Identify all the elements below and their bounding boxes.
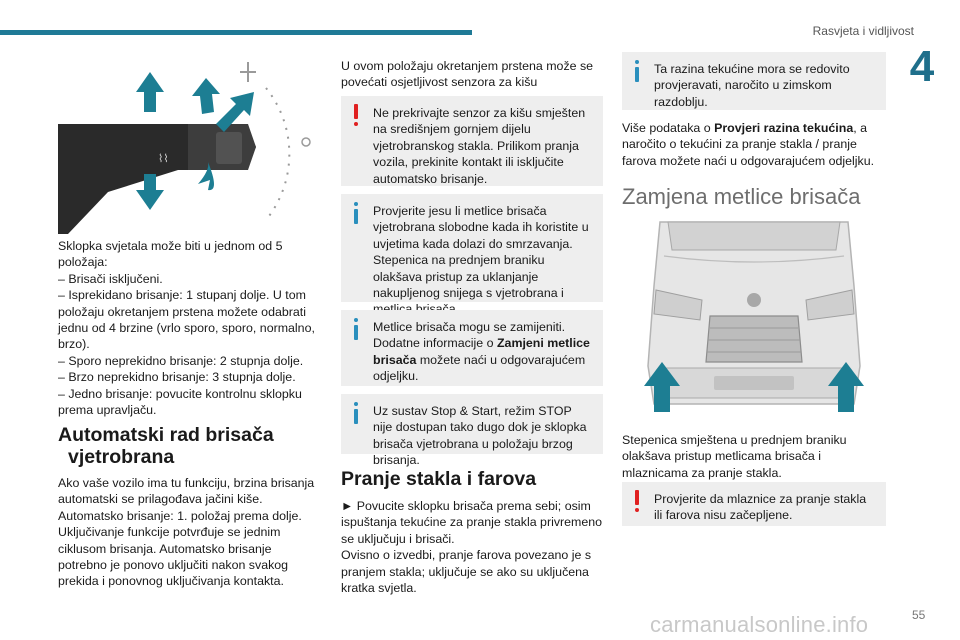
info-box-fluid-level (622, 52, 886, 110)
warning-icon (353, 104, 359, 126)
info-text: Uz sustav Stop & Start, režim STOP nije dostupan tako dugo dok je sklopka brisača vjetrobrana u položaju brzog brisanja. (373, 404, 587, 468)
chapter-number: 4 (909, 42, 935, 91)
van-front-illustration (640, 216, 868, 414)
link-fluid-levels[interactable]: Provjeri razina tekućina (714, 121, 854, 135)
list-item: – Jedno brisanje: povucite kontrolnu sklopku prema upravljaču. (58, 386, 302, 418)
info-icon (353, 202, 359, 224)
warning-box-rain-sensor (341, 96, 603, 186)
warning-icon (634, 490, 640, 512)
warning-text: Provjerite da mlaznice za pranje stakla ili farova nisu začepljene. (654, 492, 867, 523)
stalk-positions-intro: Sklopka svjetala može biti u jednom od 5 položaja: (58, 239, 283, 270)
auto-wiper-heading-line1: Automatski rad brisača (58, 424, 274, 446)
more-info-text: Više podataka o Provjeri razina tekućina, a naročito o tekućini za pranje stakla / pranje farova možete naći u odgovarajućem odjeljku. (622, 121, 875, 168)
washing-body-1: ► Povucite sklopku brisača prema sebi; osim ispuštanja tekućine za pranje stakla privremeno se uključuju i brisači. (341, 499, 603, 546)
washing-body-2: Ovisno o izvedbi, pranje farova povezano je s pranjem stakla; uključuje se ako su uključena kratka svjetla. (341, 548, 592, 596)
wiper-stalk-illustration (58, 52, 320, 234)
header-accent-bar (0, 30, 472, 35)
section-title: Rasvjeta i vidljivost (812, 24, 914, 38)
info-icon (353, 318, 359, 340)
auto-wiper-body: Ako vaše vozilo ima tu funkciju, brzina brisanja automatski se prilagođava jačini kiše. Automatsko brisanje: 1. položaj prema dolje. Uključivanje funkcije potvrđuje se jednim ciklusom brisanja. Automatsko brisanje potrebno je ponovo uključiti nakon svakog prekida i ponovnog uključivanja kontakta. (58, 476, 315, 589)
auto-wiper-heading-line2: vjetrobrana (68, 446, 175, 468)
washing-heading: Pranje stakla i farova (341, 468, 537, 490)
warning-box-nozzles (622, 482, 886, 526)
info-icon (634, 60, 640, 82)
list-item: – Brisači isključeni. (58, 271, 163, 286)
info-text: Metlice brisača mogu se zamijeniti. Dodatne informacije o Zamjeni metlice brisača možete naći u odgovarajućem odjeljku. (373, 320, 590, 384)
svg-text:⌇⌇: ⌇⌇ (158, 153, 169, 165)
info-text: Ta razina tekućine mora se redovito provjeravati, naročito u zimskom razdoblju. (654, 62, 850, 109)
rain-sensor-intro: U ovom položaju okretanjem prstena može se povećati osjetljivost senzora za kišu (341, 59, 594, 90)
step-caption: Stepenica smještena u prednjem braniku olakšava pristup metlicama brisača i mlaznicama za pranje stakla. (622, 433, 847, 480)
info-box-replace-blades (341, 310, 603, 386)
info-box-stop-start (341, 394, 603, 468)
warning-text: Ne prekrivajte senzor za kišu smješten na središnjem gornjem dijelu vjetrobranskog stakla. Prilikom pranja vozila, prekinite kontakt ili isključite automatsko brisanje. (373, 106, 586, 186)
watermark: carmanualsonline.info (650, 612, 869, 637)
replace-blade-heading: Zamjena metlice brisača (622, 184, 861, 209)
link-replace-blades[interactable]: Zamjeni metlice brisača (373, 336, 590, 367)
list-item: – Isprekidano brisanje: 1 stupanj dolje. U tom položaju okretanjem prstena možete odabrati jednu od 4 brzine (vrlo sporo, sporo, normalno, brzo). (58, 288, 315, 352)
info-box-frost (341, 194, 603, 302)
list-item: – Sporo neprekidno brisanje: 2 stupnja dolje. (58, 353, 304, 368)
info-icon (353, 402, 359, 424)
info-text: Provjerite jesu li metlice brisača vjetrobrana slobodne kada ih koristite u uvjetima kada dolazi do smrzavanja. Stepenica na prednjem braniku olakšava pristup za uklanjanje nakupljenog snijega s vjetrobrana i (373, 204, 589, 301)
page-number: 55 (912, 608, 926, 622)
list-item: – Brzo neprekidno brisanje: 3 stupnja dolje. (58, 370, 296, 385)
